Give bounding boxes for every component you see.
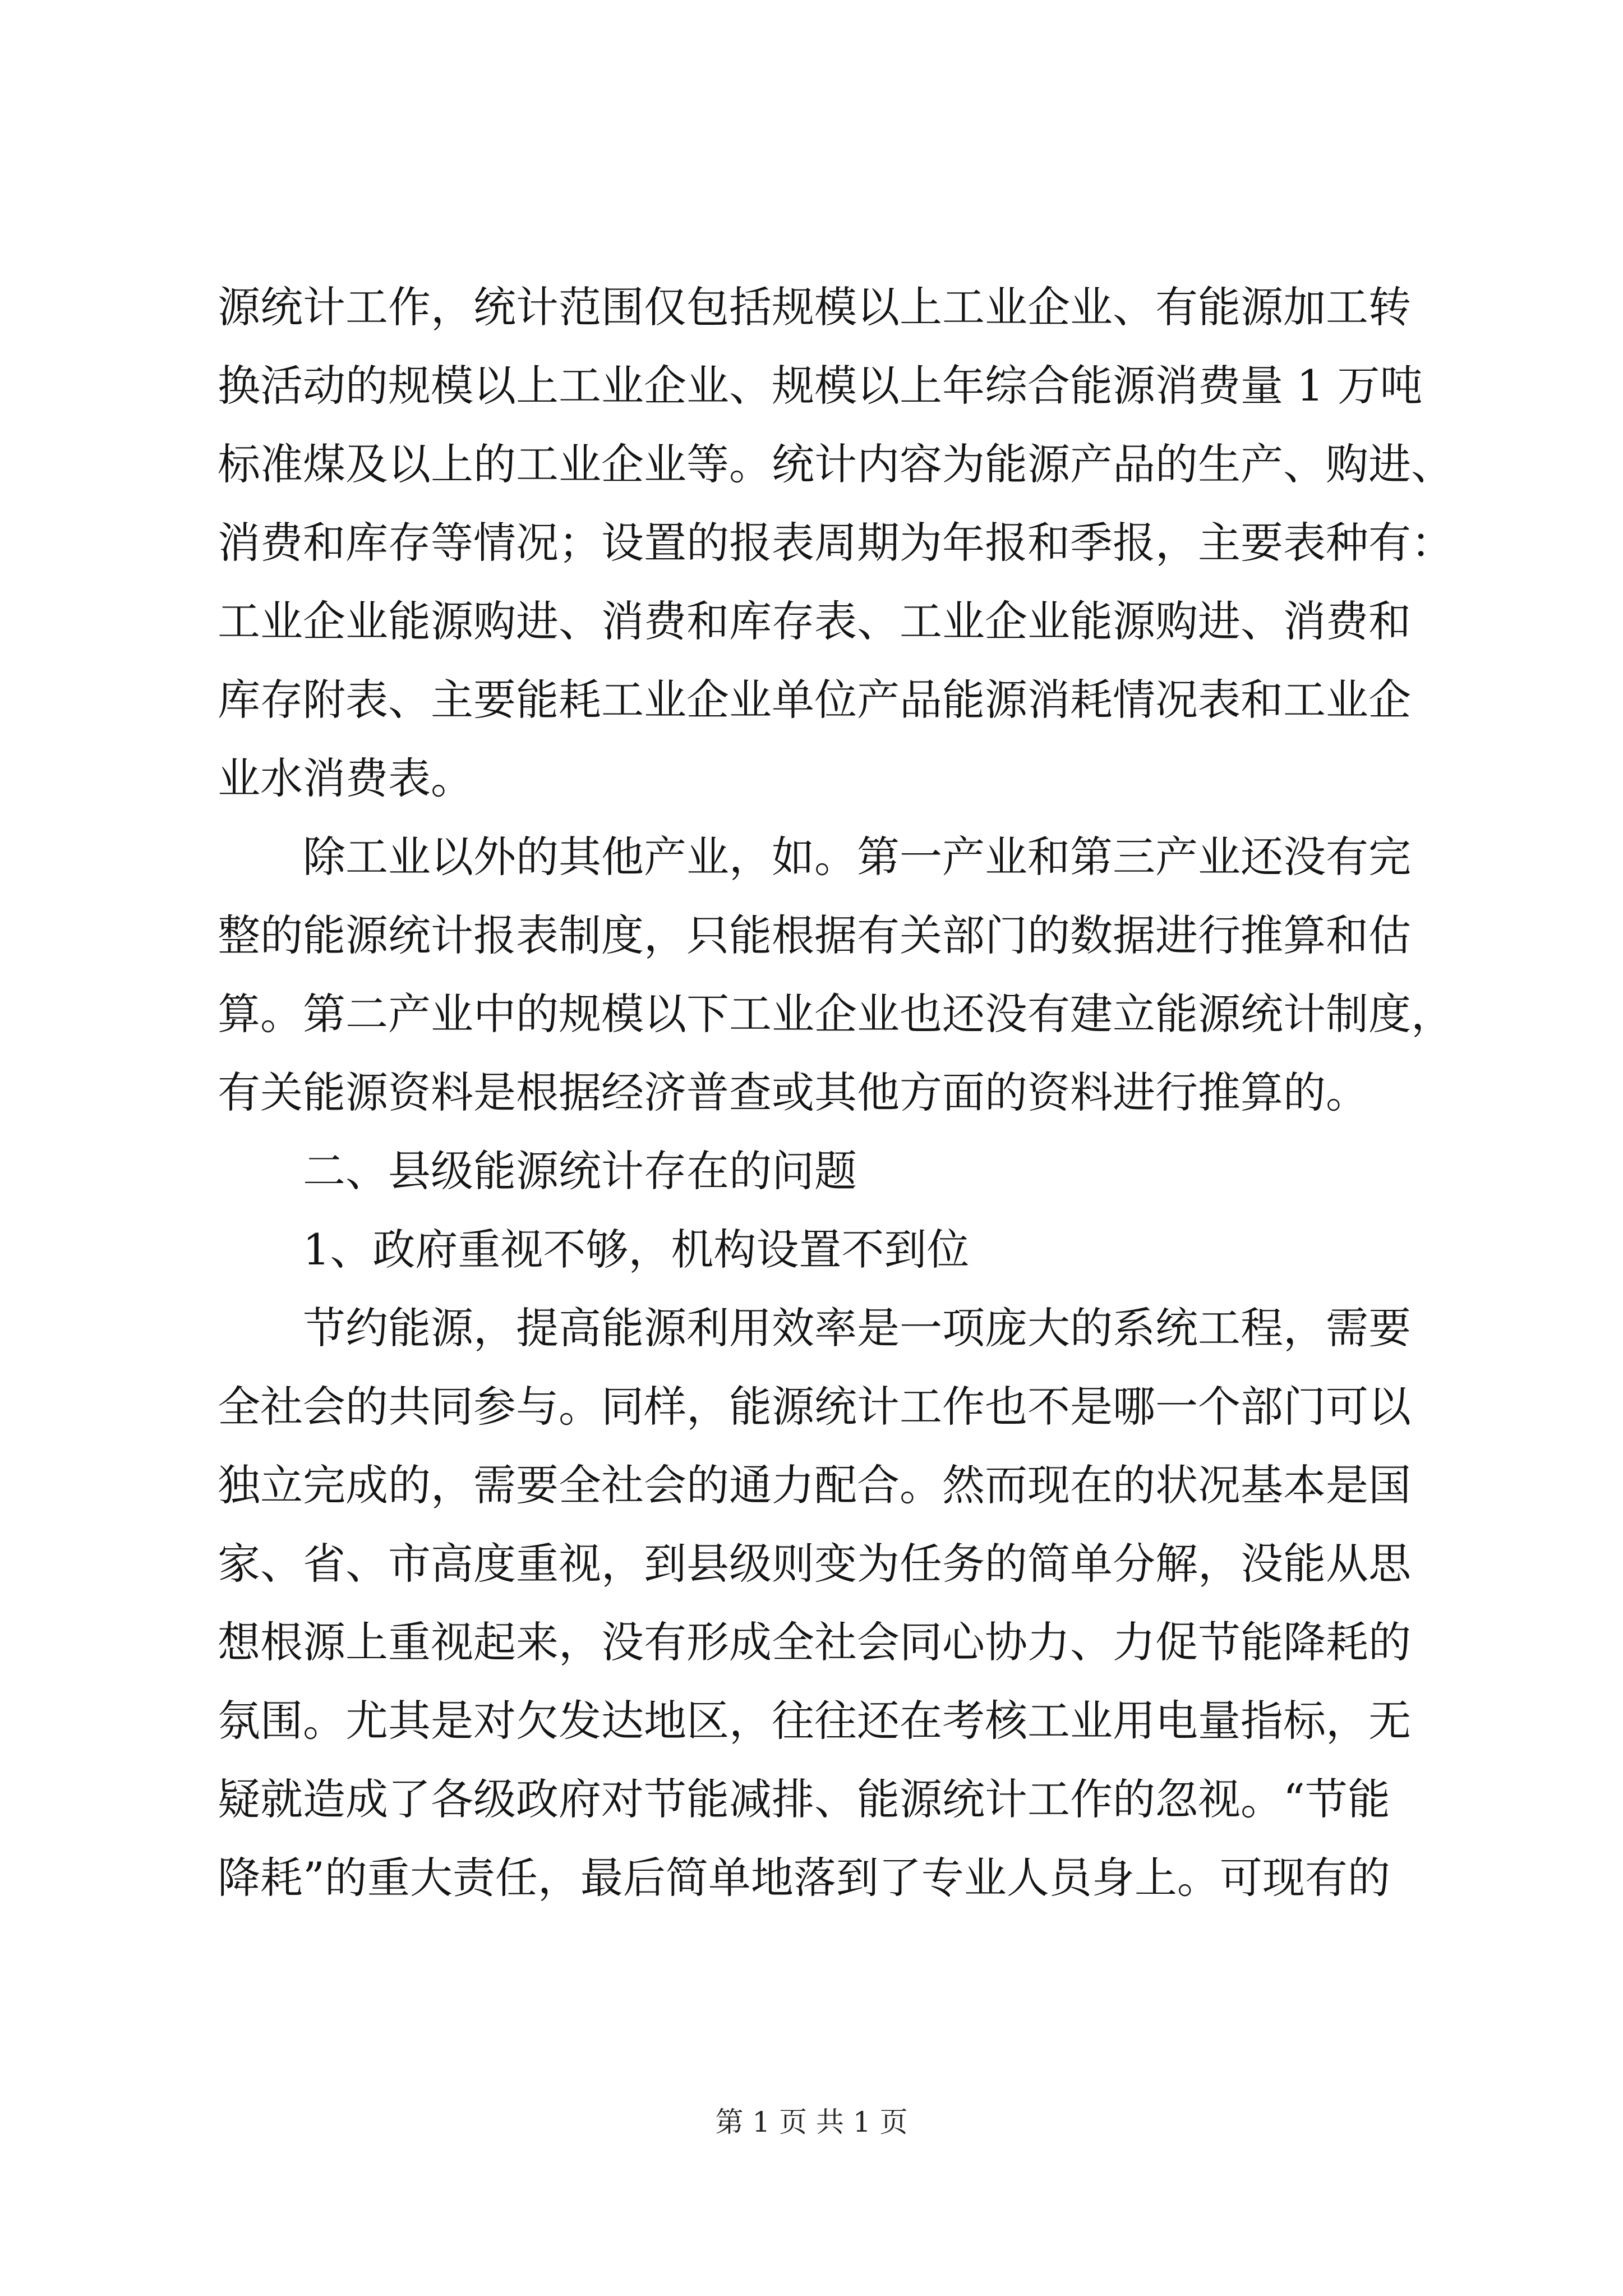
text-line: 库存附表、主要能耗工业企业单位产品能源消耗情况表和工业企	[218, 675, 1411, 725]
paragraph-first-line: 节约能源，提高能源利用效率是一项庞大的系统工程，需要	[303, 1303, 1411, 1353]
text-line: 源统计工作，统计范围仅包括规模以上工业企业、有能源加工转	[218, 282, 1411, 332]
text-line: 全社会的共同参与。同样，能源统计工作也不是哪一个部门可以	[218, 1382, 1411, 1432]
text-line: 家、省、市高度重视，到县级则变为任务的简单分解，没能从思	[218, 1539, 1411, 1589]
text-line: 氛围。尤其是对欠发达地区，往往还在考核工业用电量指标，无	[218, 1696, 1411, 1746]
text-line: 疑就造成了各级政府对节能减排、能源统计工作的忽视。“节能	[218, 1774, 1390, 1824]
text-line: 独立完成的，需要全社会的通力配合。然而现在的状况基本是国	[218, 1460, 1411, 1510]
page-number-footer: 第 1 页 共 1 页	[715, 2106, 908, 2138]
text-line: 整的能源统计报表制度，只能根据有关部门的数据进行推算和估	[218, 910, 1411, 960]
text-line: 消费和库存等情况；设置的报表周期为年报和季报，主要表种有：	[218, 518, 1454, 568]
text-line: 有关能源资料是根据经济普查或其他方面的资料进行推算的。	[218, 1068, 1368, 1117]
text-line: 换活动的规模以上工业企业、规模以上年综合能源消费量 1 万吨	[218, 361, 1423, 411]
paragraph-first-line: 除工业以外的其他产业，如。第一产业和第三产业还没有完	[303, 832, 1411, 882]
text-line: 算。第二产业中的规模以下工业企业也还没有建立能源统计制度，	[218, 989, 1454, 1039]
text-line: 想根源上重视起来，没有形成全社会同心协力、力促节能降耗的	[218, 1617, 1411, 1667]
section-heading: 二、县级能源统计存在的问题	[303, 1146, 857, 1196]
document-body	[218, 268, 1454, 1917]
text-line: 降耗”的重大责任，最后简单地落到了专业人员身上。可现有的	[218, 1853, 1390, 1903]
text-line: 工业企业能源购进、消费和库存表、工业企业能源购进、消费和	[218, 596, 1411, 646]
text-line: 标准煤及以上的工业企业等。统计内容为能源产品的生产、购进、	[218, 439, 1454, 489]
text-line: 业水消费表。	[218, 753, 473, 803]
subsection-heading: 1、政府重视不够，机构设置不到位	[303, 1225, 970, 1274]
